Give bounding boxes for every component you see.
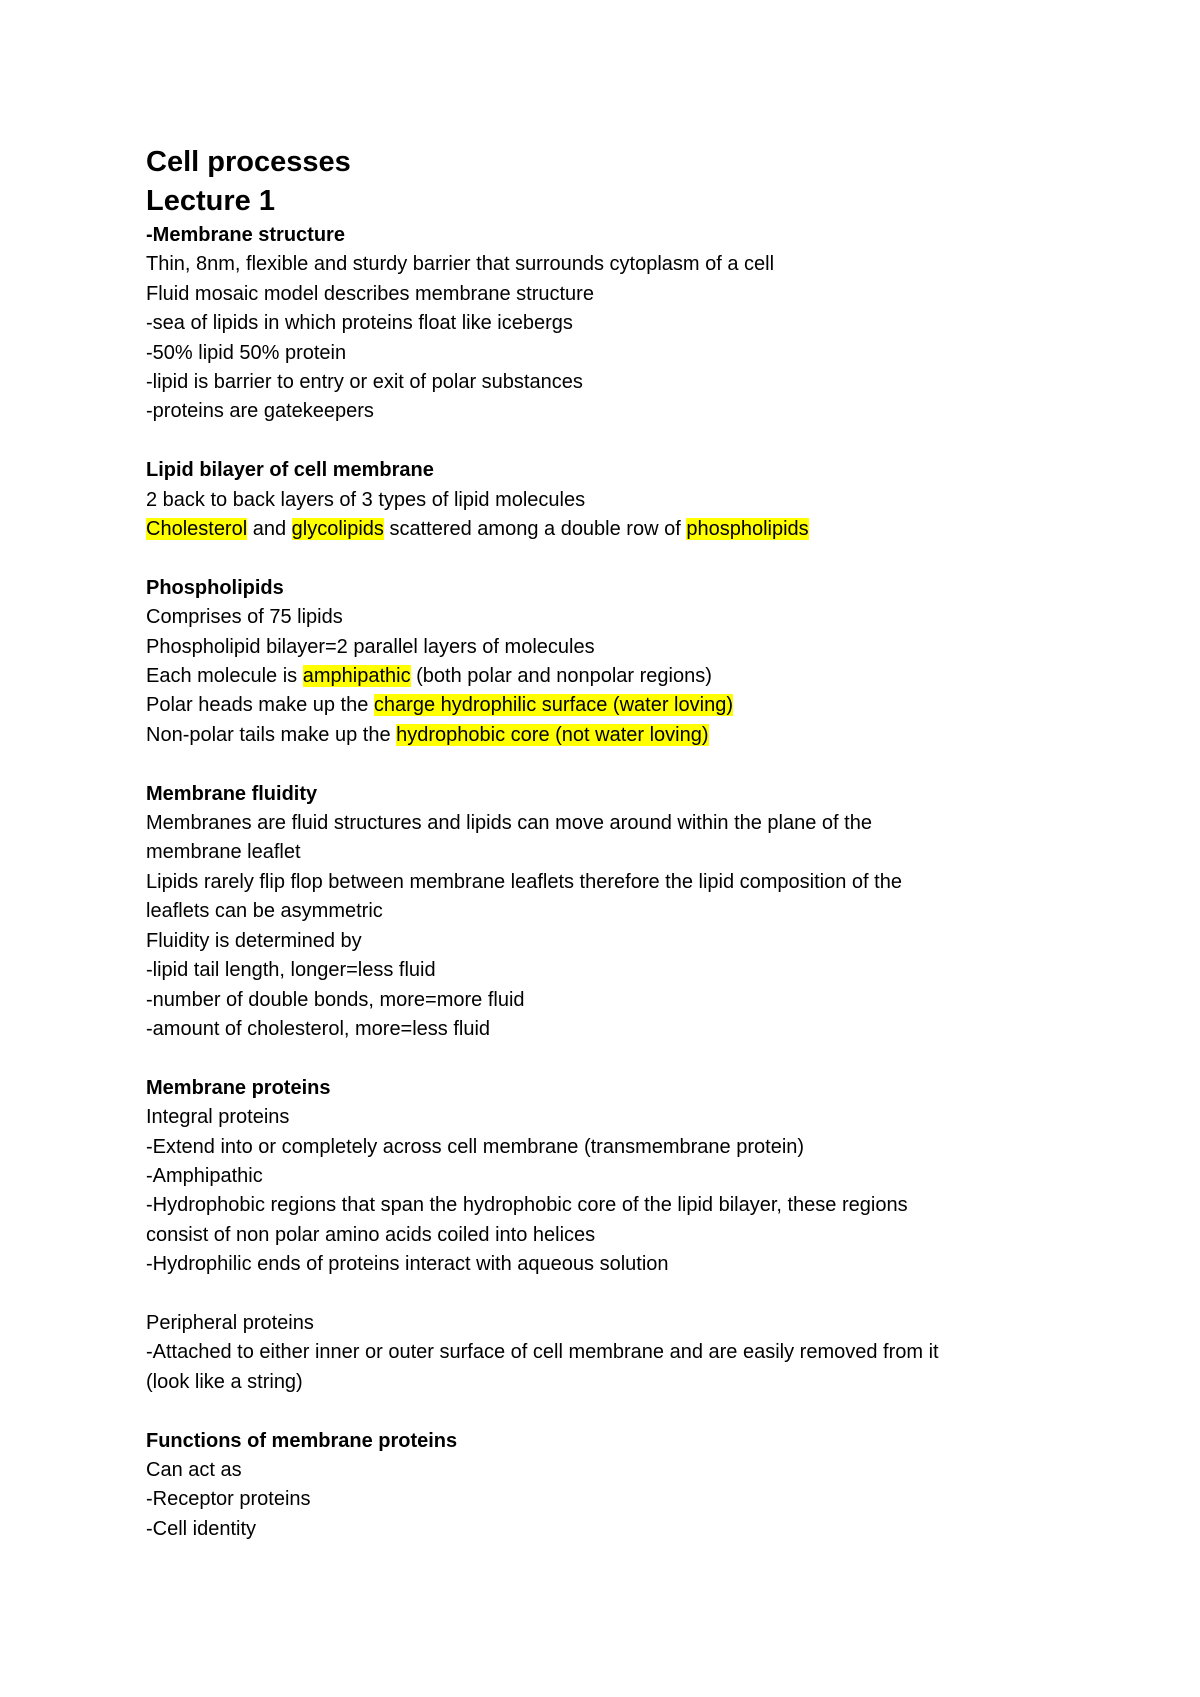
body-line: leaflets can be asymmetric [146,900,383,923]
body-line-highlighted [146,691,1066,720]
body-line: membrane leaflet [146,841,301,864]
document-subtitle: Lecture 1 [146,185,275,217]
body-text: Polar heads make up the [146,694,374,717]
section-heading-functions: Functions of membrane proteins [146,1429,458,1452]
blank-line [146,1280,1066,1309]
highlight-hydrophobic-core: hydrophobic core (not water loving) [396,723,709,746]
body-text: (both polar and nonpolar regions) [410,665,712,688]
body-text: Each molecule is [146,665,303,688]
body-line: Phospholipid bilayer=2 parallel layers of molecules [146,635,595,658]
body-line-highlighted [146,515,1066,544]
body-text: and [247,518,292,541]
body-line: -Hydrophilic ends of proteins interact with aqueous solution [146,1253,669,1276]
body-line: -amount of cholesterol, more=less fluid [146,1017,491,1040]
body-line: -Receptor proteins [146,1488,311,1511]
body-line: -lipid is barrier to entry or exit of polar substances [146,371,583,394]
body-line: Membranes are fluid structures and lipids can move around within the plane of the [146,812,872,835]
section-heading-phospholipids: Phospholipids [146,576,284,599]
blank-line [146,544,1066,573]
highlight-hydrophilic-surface: charge hydrophilic surface (water loving) [373,694,733,717]
body-line: Peripheral proteins [146,1311,314,1334]
section-heading-membrane-structure: -Membrane structure [146,224,345,246]
section-heading-membrane-fluidity: Membrane fluidity [146,782,318,805]
body-line: Fluidity is determined by [146,929,362,952]
body-line: consist of non polar amino acids coiled into helices [146,1223,596,1246]
body-line: (look like a string) [146,1370,303,1393]
blank-line [146,1044,1066,1073]
body-line-highlighted [146,662,1066,691]
body-line: Fluid mosaic model describes membrane structure [146,282,594,305]
body-line: -Extend into or completely across cell membrane (transmembrane protein) [146,1135,805,1158]
document-title: Cell processes [146,146,351,178]
body-line: Thin, 8nm, flexible and sturdy barrier that surrounds cytoplasm of a cell [146,253,775,276]
body-line-highlighted [146,721,1066,750]
body-line: -Hydrophobic regions that span the hydrophobic core of the lipid bilayer, these regions [146,1194,908,1217]
body-line: 2 back to back layers of 3 types of lipid molecules [146,488,586,511]
body-line: Comprises of 75 lipids [146,606,343,629]
highlight-cholesterol: Cholesterol [146,518,248,541]
body-line: -50% lipid 50% protein [146,341,347,364]
body-text: scattered among a double row of [383,518,687,541]
body-line: -sea of lipids in which proteins float like icebergs [146,312,573,335]
section-heading-lipid-bilayer: Lipid bilayer of cell membrane [146,459,434,482]
blank-line [146,427,1066,456]
body-text: Non-polar tails make up the [146,723,397,746]
section-heading-membrane-proteins: Membrane proteins [146,1076,331,1099]
body-line: -lipid tail length, longer=less fluid [146,959,436,982]
blank-line [146,1397,1066,1426]
body-line: Can act as [146,1458,242,1481]
highlight-glycolipids: glycolipids [291,518,384,541]
highlight-phospholipids: phospholipids [686,518,809,541]
body-line: Integral proteins [146,1106,290,1129]
body-line: -Attached to either inner or outer surface of cell membrane and are easily removed from it [146,1341,939,1364]
body-line: -Amphipathic [146,1164,263,1187]
document-page [146,143,1066,1544]
body-line: -proteins are gatekeepers [146,400,374,423]
body-line: Lipids rarely flip flop between membrane leaflets therefore the lipid composition of the [146,870,902,893]
body-line: -Cell identity [146,1517,257,1540]
body-line: -number of double bonds, more=more fluid [146,988,525,1011]
highlight-amphipathic: amphipathic [302,665,411,688]
blank-line [146,750,1066,779]
